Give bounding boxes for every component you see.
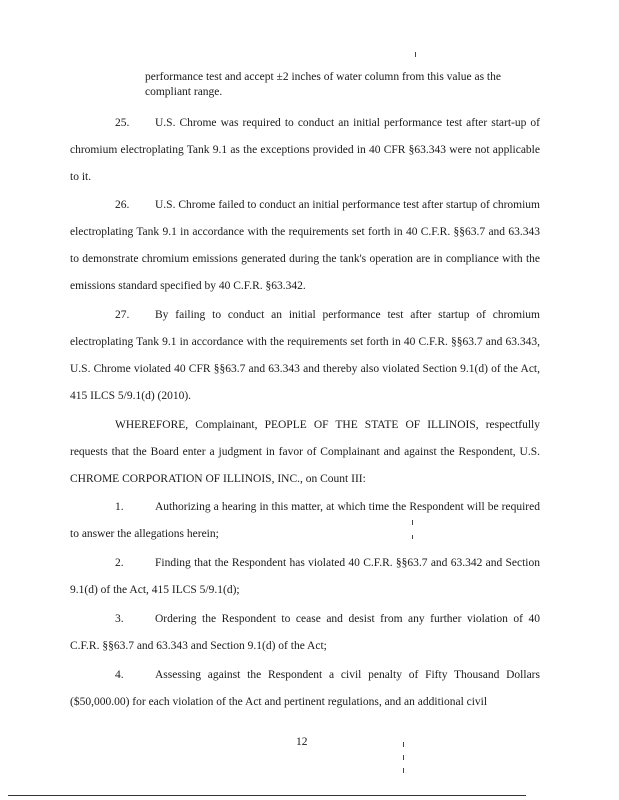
paragraph-27 — [70, 302, 540, 410]
request-text: Authorizing a hearing in this matter, at which time the Respondent will be required to answer the allegations herein; — [70, 501, 540, 540]
scan-mark — [403, 768, 404, 773]
page-number: 12 — [296, 736, 308, 748]
request-1 — [70, 494, 540, 548]
paragraph-number: 27. — [115, 309, 130, 321]
request-text: Assessing against the Respondent a civil penalty of Fifty Thousand Dollars ($50,000.00) for each violation of the Act and pertinent regulations, and an additional civil — [70, 669, 540, 708]
request-4 — [70, 662, 540, 716]
scan-mark — [403, 755, 404, 760]
scan-mark — [412, 520, 413, 525]
paragraph-25 — [70, 110, 540, 191]
request-number: 1. — [115, 501, 124, 513]
scan-mark — [403, 742, 404, 747]
request-2 — [70, 550, 540, 604]
wherefore-paragraph: WHEREFORE, Complainant, PEOPLE OF THE STATE OF ILLINOIS, respectfully requests that the Board enter a judgment in favor of Complainant and against the Respondent, U.S. CHROME CORPORATION OF ILLINOIS, INC., on Count III: — [70, 419, 540, 485]
request-number: 4. — [115, 669, 124, 681]
paragraph-text: By failing to conduct an initial performance test after startup of chromium electroplating Tank 9.1 in accordance with the requirements set forth in 40 C.F.R. §§63.7 and 63.343, U.S. Chrome violated 40 CFR §§63.7 and 63.343 and thereby also violated Section 9.1(d) of the Act, 415 ILCS 5/9.1(d) (2010). — [70, 309, 540, 402]
paragraph-number: 26. — [115, 199, 130, 211]
request-text: Ordering the Respondent to cease and desist from any further violation of 40 C.F.R. §§63.7 and 63.343 and Section 9.1(d) of the Act; — [70, 613, 540, 652]
paragraph-text: U.S. Chrome failed to conduct an initial performance test after startup of chromium electroplating Tank 9.1 in accordance with the requirements set forth in 40 C.F.R. §§63.7 and 63.343 to demonstrate chromium emissions generated during the tank's operation are in compliance with the emissions standard specified by 40 C.F.R. §63.342. — [70, 199, 540, 292]
footer-rule — [8, 795, 526, 796]
scan-mark — [412, 535, 413, 539]
request-number: 2. — [115, 557, 124, 569]
request-3 — [70, 606, 540, 660]
paragraph-number: 25. — [115, 117, 130, 129]
paragraph-26 — [70, 192, 540, 300]
request-number: 3. — [115, 613, 124, 625]
paragraph-text: U.S. Chrome was required to conduct an initial performance test after start-up of chromium electroplating Tank 9.1 as the exceptions provided in 40 CFR §63.343 were not applicable to it. — [70, 117, 540, 183]
request-text: Finding that the Respondent has violated 40 C.F.R. §§63.7 and 63.342 and Section 9.1(d) of the Act, 415 ILCS 5/9.1(d); — [70, 557, 540, 596]
continued-text: performance test and accept ±2 inches of water column from this value as the compliant range. — [145, 71, 501, 98]
scan-mark — [415, 52, 416, 57]
